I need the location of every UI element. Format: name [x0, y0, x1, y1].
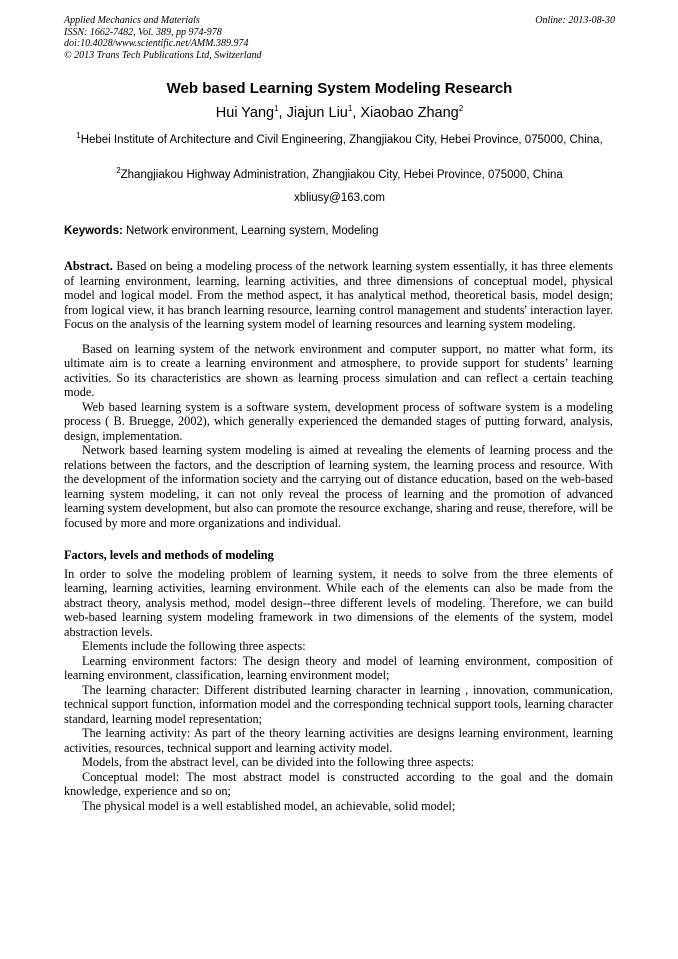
author-email: xbliusy@163.com: [294, 192, 385, 204]
paper-body: [64, 259, 613, 813]
body-paragraph: The physical model is a well established model, an achievable, solid model;: [82, 798, 456, 813]
affil-sup: 1: [76, 131, 81, 141]
author-separator: ,: [278, 105, 287, 121]
affil-text: Hebei Institute of Architecture and Civil Engineering, Zhangjiakou City, Hebei Province, 075000, China,: [80, 134, 603, 146]
body-paragraph: In order to solve the modeling problem of learning system, it needs to solve from the three elements of learning, learning activities, learning environment. While each of the elements can also be made from the abstract theory, analysis method, model design--three different levels of modeling. Therefore, we can build web-based learning system modeling framework in two dimensions of the elements of the system, model abstraction levels.: [64, 566, 613, 639]
author-list: [64, 104, 615, 122]
body-paragraph: Elements include the following three aspects:: [82, 639, 306, 653]
online-date: Online: 2013-08-30: [535, 15, 615, 26]
body-paragraph: Learning environment factors: The design theory and model of learning environment, composition of learning environment, classification, learning environment model;: [64, 653, 613, 682]
affil-sup: 2: [116, 166, 121, 176]
keywords-text: Network environment, Learning system, Modeling: [126, 225, 379, 237]
spacer: [64, 530, 613, 548]
author-name: Xiaobao Zhang: [360, 105, 459, 121]
author-separator: ,: [352, 105, 361, 121]
copyright-line: © 2013 Trans Tech Publications Ltd, Switzerland: [64, 49, 262, 61]
author-name: Hui Yang: [215, 105, 275, 121]
body-paragraph: The learning activity: As part of the theory learning activities are designs learning environment, learning activities, resources, technical support and learning activity model.: [64, 726, 613, 755]
body-paragraph: Conceptual model: The most abstract model is constructed according to the goal and the domain knowledge, experience and so on;: [64, 769, 613, 798]
affiliation-1: [64, 133, 615, 148]
issn-line: ISSN: 1662-7482, Vol. 389, pp 974-978: [64, 26, 222, 38]
body-paragraph: Models, from the abstract level, can be divided into the following three aspects:: [82, 755, 475, 769]
doi-line: doi:10.4028/www.scientific.net/AMM.389.974: [64, 38, 249, 49]
author-affil-sup: 1: [274, 104, 279, 114]
affiliation-2: [64, 168, 615, 183]
body-paragraph: Network based learning system modeling is aimed at revealing the elements of learning process and the relations between the factors, and the description of learning system, the learning process and resource. With the development of the information society and the carrying out of distance education, based on the web-based learning system modeling, it can not only reveal the process of learning and the promotion of advanced learning system development, but also can promote the resource exchange, sharing and reuse, therefore, will be focused by more and more organizations and individual.: [64, 443, 613, 530]
body-paragraph: Web based learning system is a software system, development process of software system is a modeling process ( B. Bruegge, 2002), which generally experienced the demanded stages of putting forward, analysis, design, implementation.: [64, 399, 613, 443]
section-heading: Factors, levels and methods of modeling: [64, 548, 274, 562]
author-affil-sup: 2: [458, 104, 464, 114]
author-name: Jiajun Liu: [286, 105, 348, 121]
keywords: [64, 224, 615, 238]
keywords-label: Keywords:: [64, 225, 123, 237]
journal-header: [64, 15, 615, 61]
body-paragraph: The learning character: Different distributed learning character in learning , innovation, communication, technical support function, information model and the corresponding technical support tools, learning character standard, learning model representation;: [64, 682, 613, 726]
affil-text: Zhangjiakou Highway Administration, Zhangjiakou City, Hebei Province, 075000, China: [120, 169, 563, 181]
journal-name: Applied Mechanics and Materials: [64, 15, 200, 26]
paper-title: Web based Learning System Modeling Research: [166, 80, 513, 97]
abstract-label: Abstract.: [64, 259, 113, 273]
abstract: [64, 259, 613, 332]
body-paragraph: Based on learning system of the network environment and computer support, no matter what form, its ultimate aim is to create a learning environment and atmosphere, to provide support for students’ learning activities. So its characteristics are shown as learning process simulation and can reflect a certain teaching mode.: [64, 341, 613, 399]
spacer: [64, 332, 613, 342]
author-affil-sup: 1: [347, 104, 353, 114]
abstract-text: Based on being a modeling process of the network learning system essentially, it has three elements of learning environment, learning, learning activities, and three dimensions of conceptual model, physical model and logical model. From the method aspect, it has analytical method, theoretical basis, model design; from logical view, it has branch learning resource, learning control management and students' interaction layer. Focus on the analysis of the learning system model of learning resources and learning system modeling.: [64, 259, 613, 331]
